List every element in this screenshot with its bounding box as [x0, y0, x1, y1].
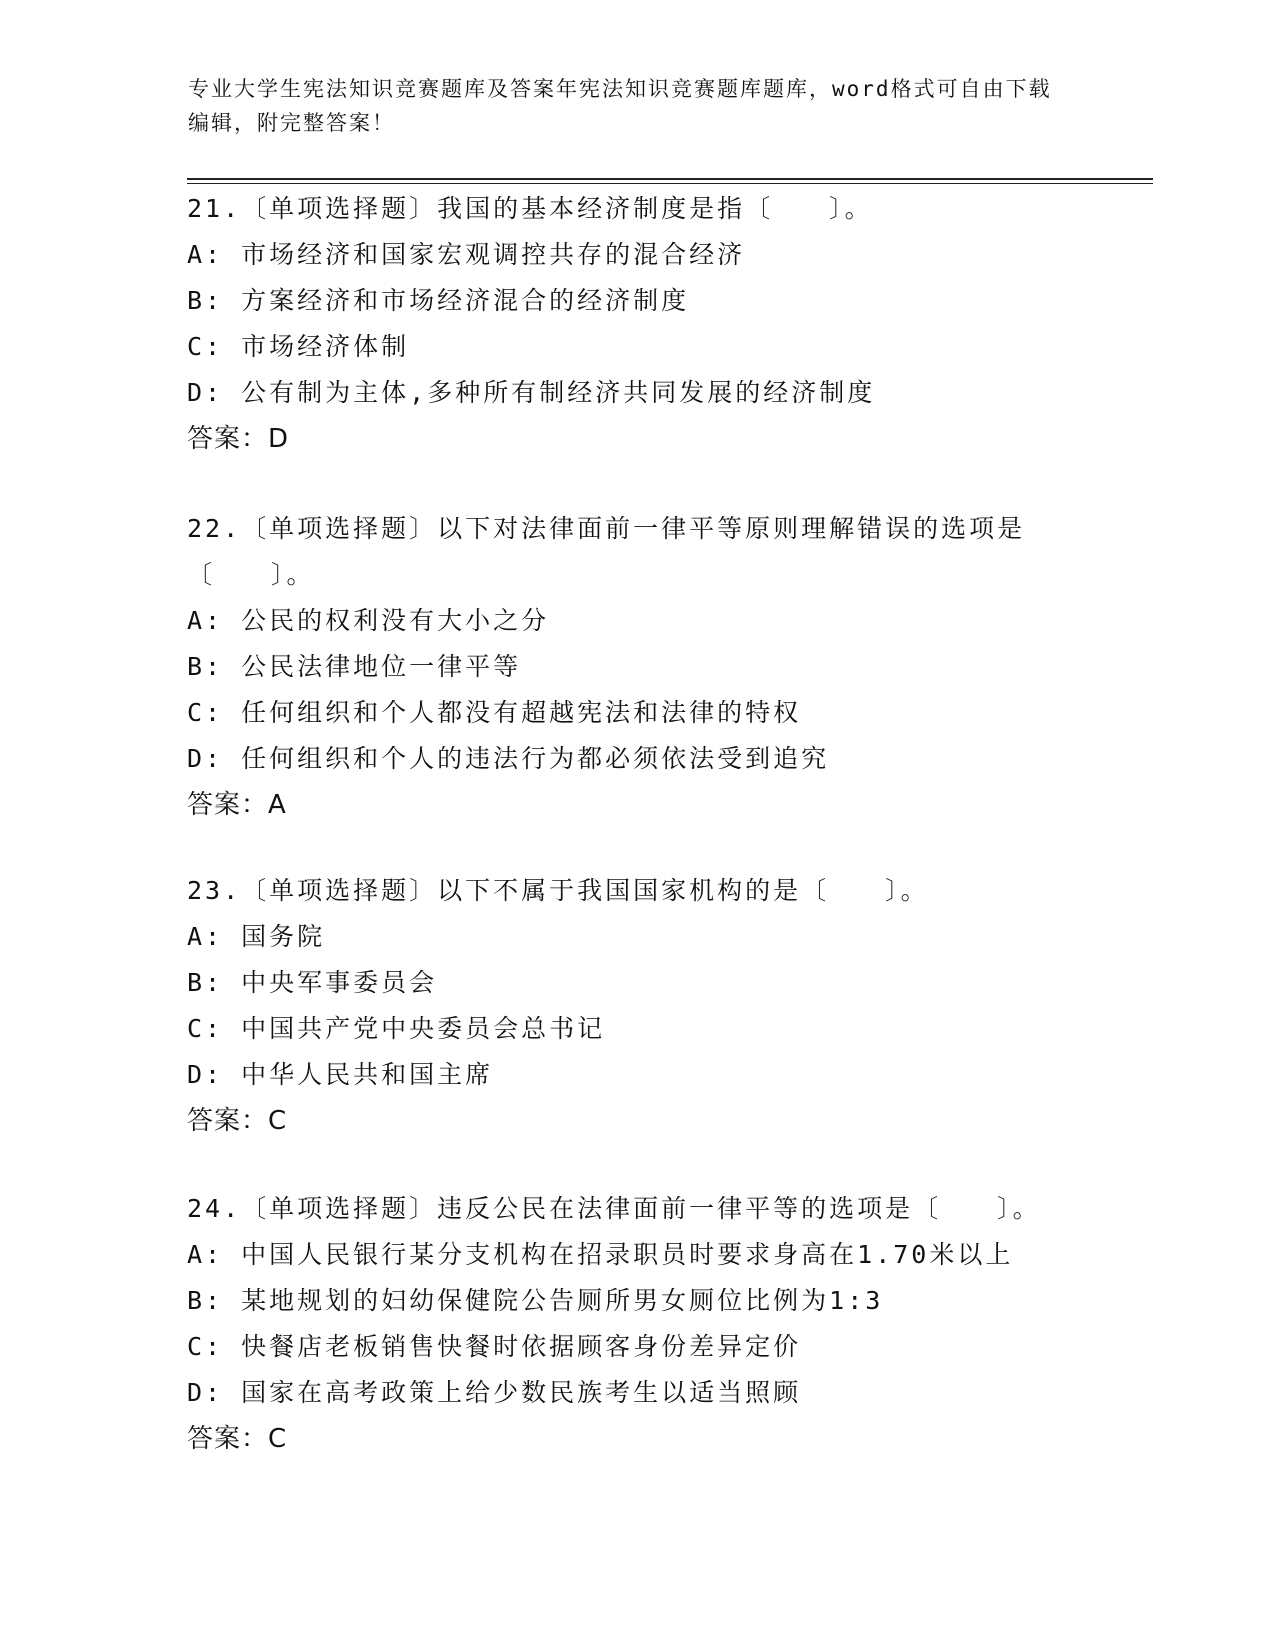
question-stem: 24.〔单项选择题〕违反公民在法律面前一律平等的选项是〔 〕。 — [187, 1194, 1041, 1223]
question-24 — [187, 1186, 1087, 1462]
answer: 答案：C — [187, 1106, 288, 1136]
option-b: B: 某地规划的妇幼保健院公告厕所男女厕位比例为1:3 — [187, 1286, 884, 1315]
option-a: A: 市场经济和国家宏观调控共存的混合经济 — [187, 240, 746, 269]
header-divider-thin — [187, 183, 1153, 184]
question-22 — [187, 506, 1087, 828]
option-c: C: 快餐店老板销售快餐时依据顾客身份差异定价 — [187, 1332, 802, 1361]
header-divider-thick — [187, 178, 1153, 180]
option-d: D: 任何组织和个人的违法行为都必须依法受到追究 — [187, 744, 830, 773]
option-c: C: 中国共产党中央委员会总书记 — [187, 1014, 606, 1043]
option-a: A: 国务院 — [187, 922, 326, 951]
option-c: C: 市场经济体制 — [187, 332, 410, 361]
answer: 答案：C — [187, 1424, 288, 1454]
question-stem: 22.〔单项选择题〕以下对法律面前一律平等原则理解错误的选项是〔 〕。 — [187, 514, 1026, 589]
question-stem: 21.〔单项选择题〕我国的基本经济制度是指〔 〕。 — [187, 194, 873, 223]
document-header: 专业大学生宪法知识竞赛题库及答案年宪法知识竞赛题库题库，word格式可自由下载编辑，附完整答案！ — [188, 77, 1052, 135]
answer: 答案：D — [187, 424, 290, 454]
question-21 — [187, 186, 1087, 462]
option-d: D: 公有制为主体,多种所有制经济共同发展的经济制度 — [187, 378, 876, 407]
option-d: D: 中华人民共和国主席 — [187, 1060, 494, 1089]
option-c: C: 任何组织和个人都没有超越宪法和法律的特权 — [187, 698, 802, 727]
option-b: B: 方案经济和市场经济混合的经济制度 — [187, 286, 690, 315]
option-a: A: 公民的权利没有大小之分 — [187, 606, 550, 635]
option-a: A: 中国人民银行某分支机构在招录职员时要求身高在1.70米以上 — [187, 1240, 1014, 1269]
option-d: D: 国家在高考政策上给少数民族考生以适当照顾 — [187, 1378, 802, 1407]
question-stem: 23.〔单项选择题〕以下不属于我国国家机构的是〔 〕。 — [187, 876, 929, 905]
question-23 — [187, 868, 1087, 1144]
option-b: B: 公民法律地位一律平等 — [187, 652, 522, 681]
answer: 答案：A — [187, 790, 287, 820]
option-b: B: 中央军事委员会 — [187, 968, 438, 997]
